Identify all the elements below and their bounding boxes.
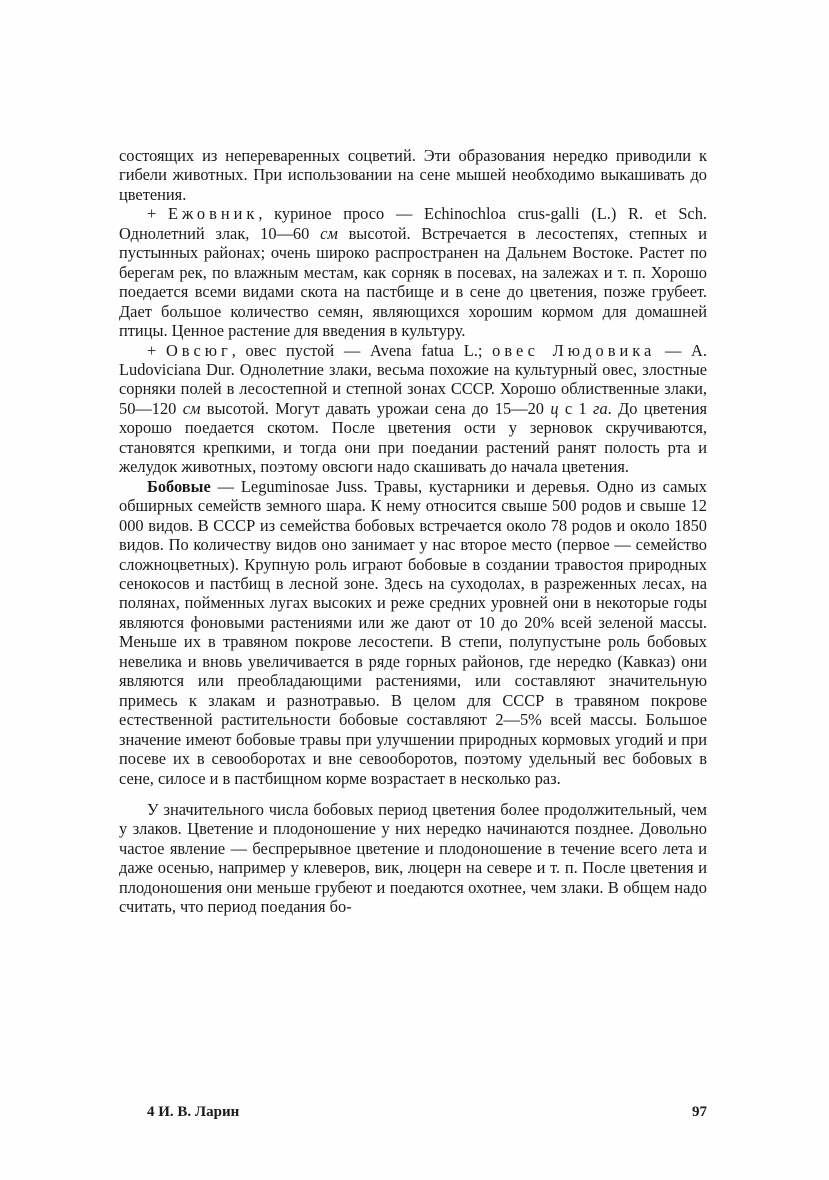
paragraph-text: высотой. Встречается в лесостепях, степных и пустынных районах; очень широко распространен на Дальнем Востоке. Растет по берегам рек, по влажным местам, как сорняк в посевах, на залежах и т. п. Хорошо поедается всеми видами скота на пастбище и в сене до цветения, позже грубеет. Дает большое количество семян, являющихся хорошим кормом для домашней птицы. Ценное растение для введения в культуру.	[119, 223, 707, 341]
paragraph-text: — A. Ludoviciana Dur. Однолетние злаки, весьма похожие на культурный овес, злостные сорняки полей в лесостепной и степной зонах СССР. Хорошо облиственные злаки, 50—120	[119, 340, 707, 418]
paragraph-flowering	[119, 800, 707, 917]
species-name-ezhovnik: Ежовник	[167, 204, 259, 224]
unit-centner: ц	[550, 398, 559, 418]
unit-hectare: га	[593, 398, 608, 418]
paragraph-text: состоящих из непереваренных соцветий. Эти образования нередко приводили к гибели животных. При использовании на сене мышей необходимо выкашивать до цветения.	[119, 146, 707, 204]
species-name-ovsyug: Овсюг	[165, 340, 232, 360]
unit-cm: см	[320, 223, 338, 243]
species-name-oves-lyudovika: овес Людовика	[492, 340, 656, 360]
paragraph-leguminosae	[119, 477, 707, 788]
paragraph-echinochloa	[119, 204, 707, 340]
paragraph-text: с 1	[558, 398, 594, 418]
paragraph-text: высотой. Могут давать урожаи сена до 15—20	[200, 398, 551, 418]
paragraph-continuation	[119, 146, 707, 204]
paragraph-text: — Leguminosae Juss. Травы, кустарники и деревья. Одно из самых обширных семейств земного шара. К нему относится свыше 500 родов и свыше 12 000 видов. В СССР из семейства бобовых встречается около 78 родов и около 1850 видов. По количеству видов оно занимает у нас второе место (первое — семейство сложноцветных). Крупную роль играют бобовые в создании травостоя природных сенокосов и пастбищ в лесной зоне. Здесь на суходолах, в разреженных лесах, на полянах, пойменных лугах высоких и реже средних уровней они в некоторые годы являются фоновыми растениями или же дают от 10 до 20% всей зеленой массы. Меньше их в травяном покрове лесостепи. В степи, полупустыне роль бобовых невелика и вновь увеличивается в ряде горных районов, где нередко (Кавказ) они являются или преобладающими растениями, или составляют значительную примесь к злакам и разнотравью. В целом для СССР в травяном покрове естественной растительности бобовые составляют 2—5% всей массы. Большое значение имеют бобовые травы при улучшении природных кормовых угодий и при посеве их в севооборотах и вне севооборотов, поэтому удельный вес бобовых в сене, силосе и в пастбищном корме возрастает в несколько раз.	[119, 476, 707, 788]
page-number: 97	[692, 1104, 707, 1120]
body-text	[119, 146, 707, 917]
cultivated-marker: +	[147, 204, 168, 224]
family-heading-bobovye: Бобовые	[147, 476, 211, 496]
unit-cm: см	[182, 398, 201, 418]
paragraph-text: , куриное просо — Echinochloa crus-galli (L.) R. et Sch. Однолетний злак, 10—60	[119, 204, 708, 243]
cultivated-marker: +	[147, 340, 166, 360]
paragraph-text: . До цветения хорошо поедается скотом. После цветения ости у зерновок скручиваются, становятся крепкими, и тогда они при поедании растений ранят полость рта и желудок животных, поэтому овсюги надо скашивать до начала цветения.	[119, 398, 708, 477]
paragraph-text: У значительного числа бобовых период цветения более продолжительный, чем у злаков. Цветение и плодоношение у них нередко начинаются позднее. Довольно частое явление — беспрерывное цветение и плодоношение в течение всего лета и даже осенью, например у клеверов, вик, люцерн на севере и т. п. После цветения и плодоношения они меньше грубеют и поедаются охотнее, чем злаки. В общем надо считать, что период поедания бо-	[119, 799, 707, 917]
paragraph-text: , овес пустой — Avena fatua L.;	[231, 340, 493, 360]
printer-signature: 4 И. В. Ларин	[147, 1104, 240, 1120]
paragraph-avena	[119, 341, 707, 477]
